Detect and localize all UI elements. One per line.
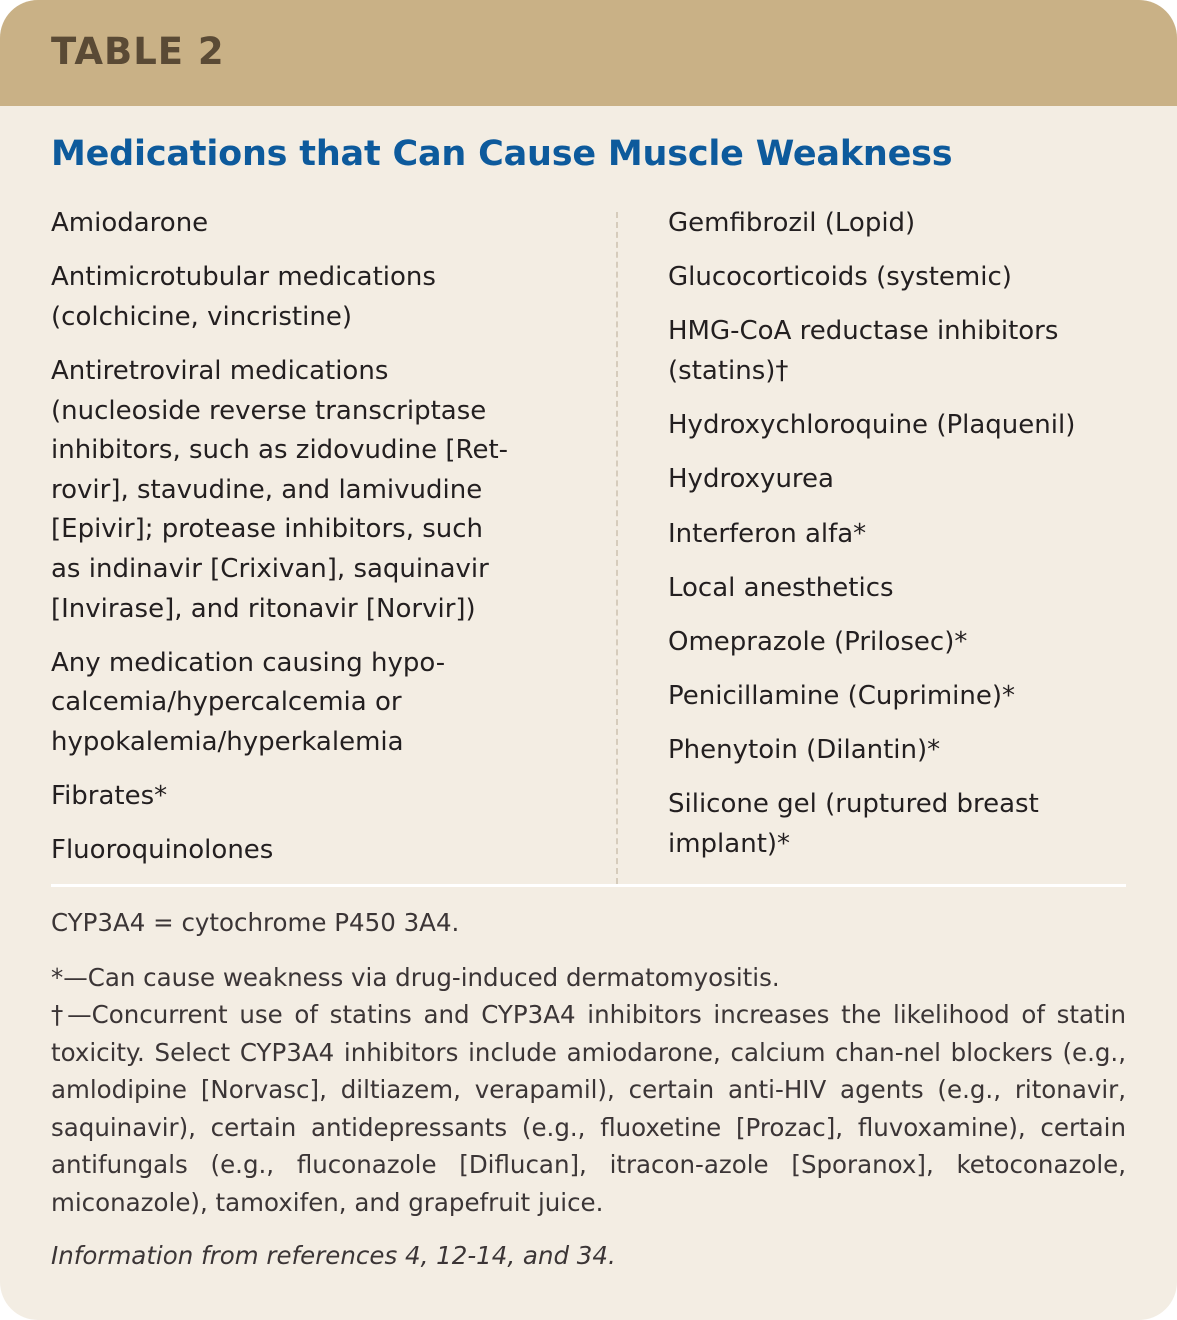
dagger-footnote: †—Concurrent use of statins and CYP3A4 inhibitors increases the likelihood of statin toxicity. Select CYP3A4 inhibitors include amiodarone, calcium chan-nel blockers (e.g., amlodipine [Norvasc], diltiazem, verapamil), certain anti-HIV agents (e.g., ritonavir, saquinavir), certain antidepressants (e.g., fluoxetine [Prozac], fluvoxamine), certain antifungals (e.g., fluconazole [Diflucan], itracon-azole [Sporanox], ketoconazole, miconazole), tamoxifen, and grapefruit juice. — [51, 1000, 1126, 1217]
medication-item — [668, 204, 1138, 244]
medication-line: Interferon alfa* — [668, 518, 867, 549]
medication-line: Phenytoin (Dilantin)* — [668, 735, 941, 766]
medication-line: Gemfibrozil (Lopid) — [668, 208, 916, 238]
medication-item — [51, 204, 571, 244]
medication-item — [51, 644, 571, 763]
medication-line: Glucocorticoids (systemic) — [668, 262, 1012, 293]
medication-line: HMG-CoA reductase inhibitors — [668, 316, 1059, 347]
footnote-rule — [51, 884, 1126, 887]
medication-line: [Invirase], and ritonavir [Norvir]) — [51, 593, 476, 624]
table-title: Medications that Can Cause Muscle Weakness — [51, 134, 953, 174]
medication-item — [51, 352, 571, 629]
star-footnote: *—Can cause weakness via drug-induced dermatomyositis. — [51, 963, 780, 992]
medication-line: (nucleoside reverse transcriptase — [51, 395, 487, 426]
medication-item — [51, 777, 571, 817]
medication-line: hypokalemia/hyperkalemia — [51, 726, 404, 757]
medication-item — [668, 569, 1138, 609]
medication-line: Fibrates* — [51, 781, 168, 812]
medication-item — [51, 258, 571, 337]
medication-item — [668, 406, 1138, 446]
medication-item — [51, 831, 571, 871]
medication-line: Penicillamine (Cuprimine)* — [668, 681, 1016, 712]
medication-line: [Epivir]; protease inhibitors, such — [51, 514, 484, 545]
medication-line: (colchicine, vincristine) — [51, 301, 352, 332]
source-footnote: Information from references 4, 12-14, and 34. — [51, 1241, 616, 1270]
medication-line: Silicone gel (ruptured breast — [668, 789, 1039, 820]
medication-line: Antimicrotubular medications — [51, 262, 436, 293]
medication-item — [668, 312, 1138, 391]
medication-line: inhibitors, such as zidovudine [Ret- — [51, 435, 509, 466]
medication-line: Hydroxyurea — [668, 464, 834, 495]
medication-item — [668, 515, 1138, 555]
medication-item — [668, 785, 1138, 864]
medication-item — [668, 731, 1138, 771]
table-label: TABLE 2 — [51, 30, 225, 73]
medication-line: rovir], stavudine, and lamivudine — [51, 474, 483, 505]
medication-line: Amiodarone — [51, 208, 209, 238]
column-divider — [616, 212, 618, 884]
medication-line: Any medication causing hypo- — [51, 647, 446, 678]
medication-line: Omeprazole (Prilosec)* — [668, 626, 968, 657]
medication-item — [668, 623, 1138, 663]
medication-line: as indinavir [Crixivan], saquinavir — [51, 553, 489, 584]
medication-item — [668, 460, 1138, 500]
medication-item — [668, 677, 1138, 717]
abbreviation-footnote: CYP3A4 = cytochrome P450 3A4. — [51, 908, 460, 937]
medication-line: calcemia/hypercalcemia or — [51, 687, 402, 718]
medication-line: Fluoroquinolones — [51, 835, 274, 866]
left-medication-list — [51, 204, 571, 885]
medication-item — [668, 258, 1138, 298]
medication-line: (statins)† — [668, 355, 789, 386]
medication-line: Local anesthetics — [668, 572, 894, 603]
medication-line: Hydroxychloroquine (Plaquenil) — [668, 410, 1076, 441]
medication-line: Antiretroviral medications — [51, 355, 389, 386]
right-medication-list — [668, 204, 1138, 879]
medication-line: implant)* — [668, 829, 791, 860]
